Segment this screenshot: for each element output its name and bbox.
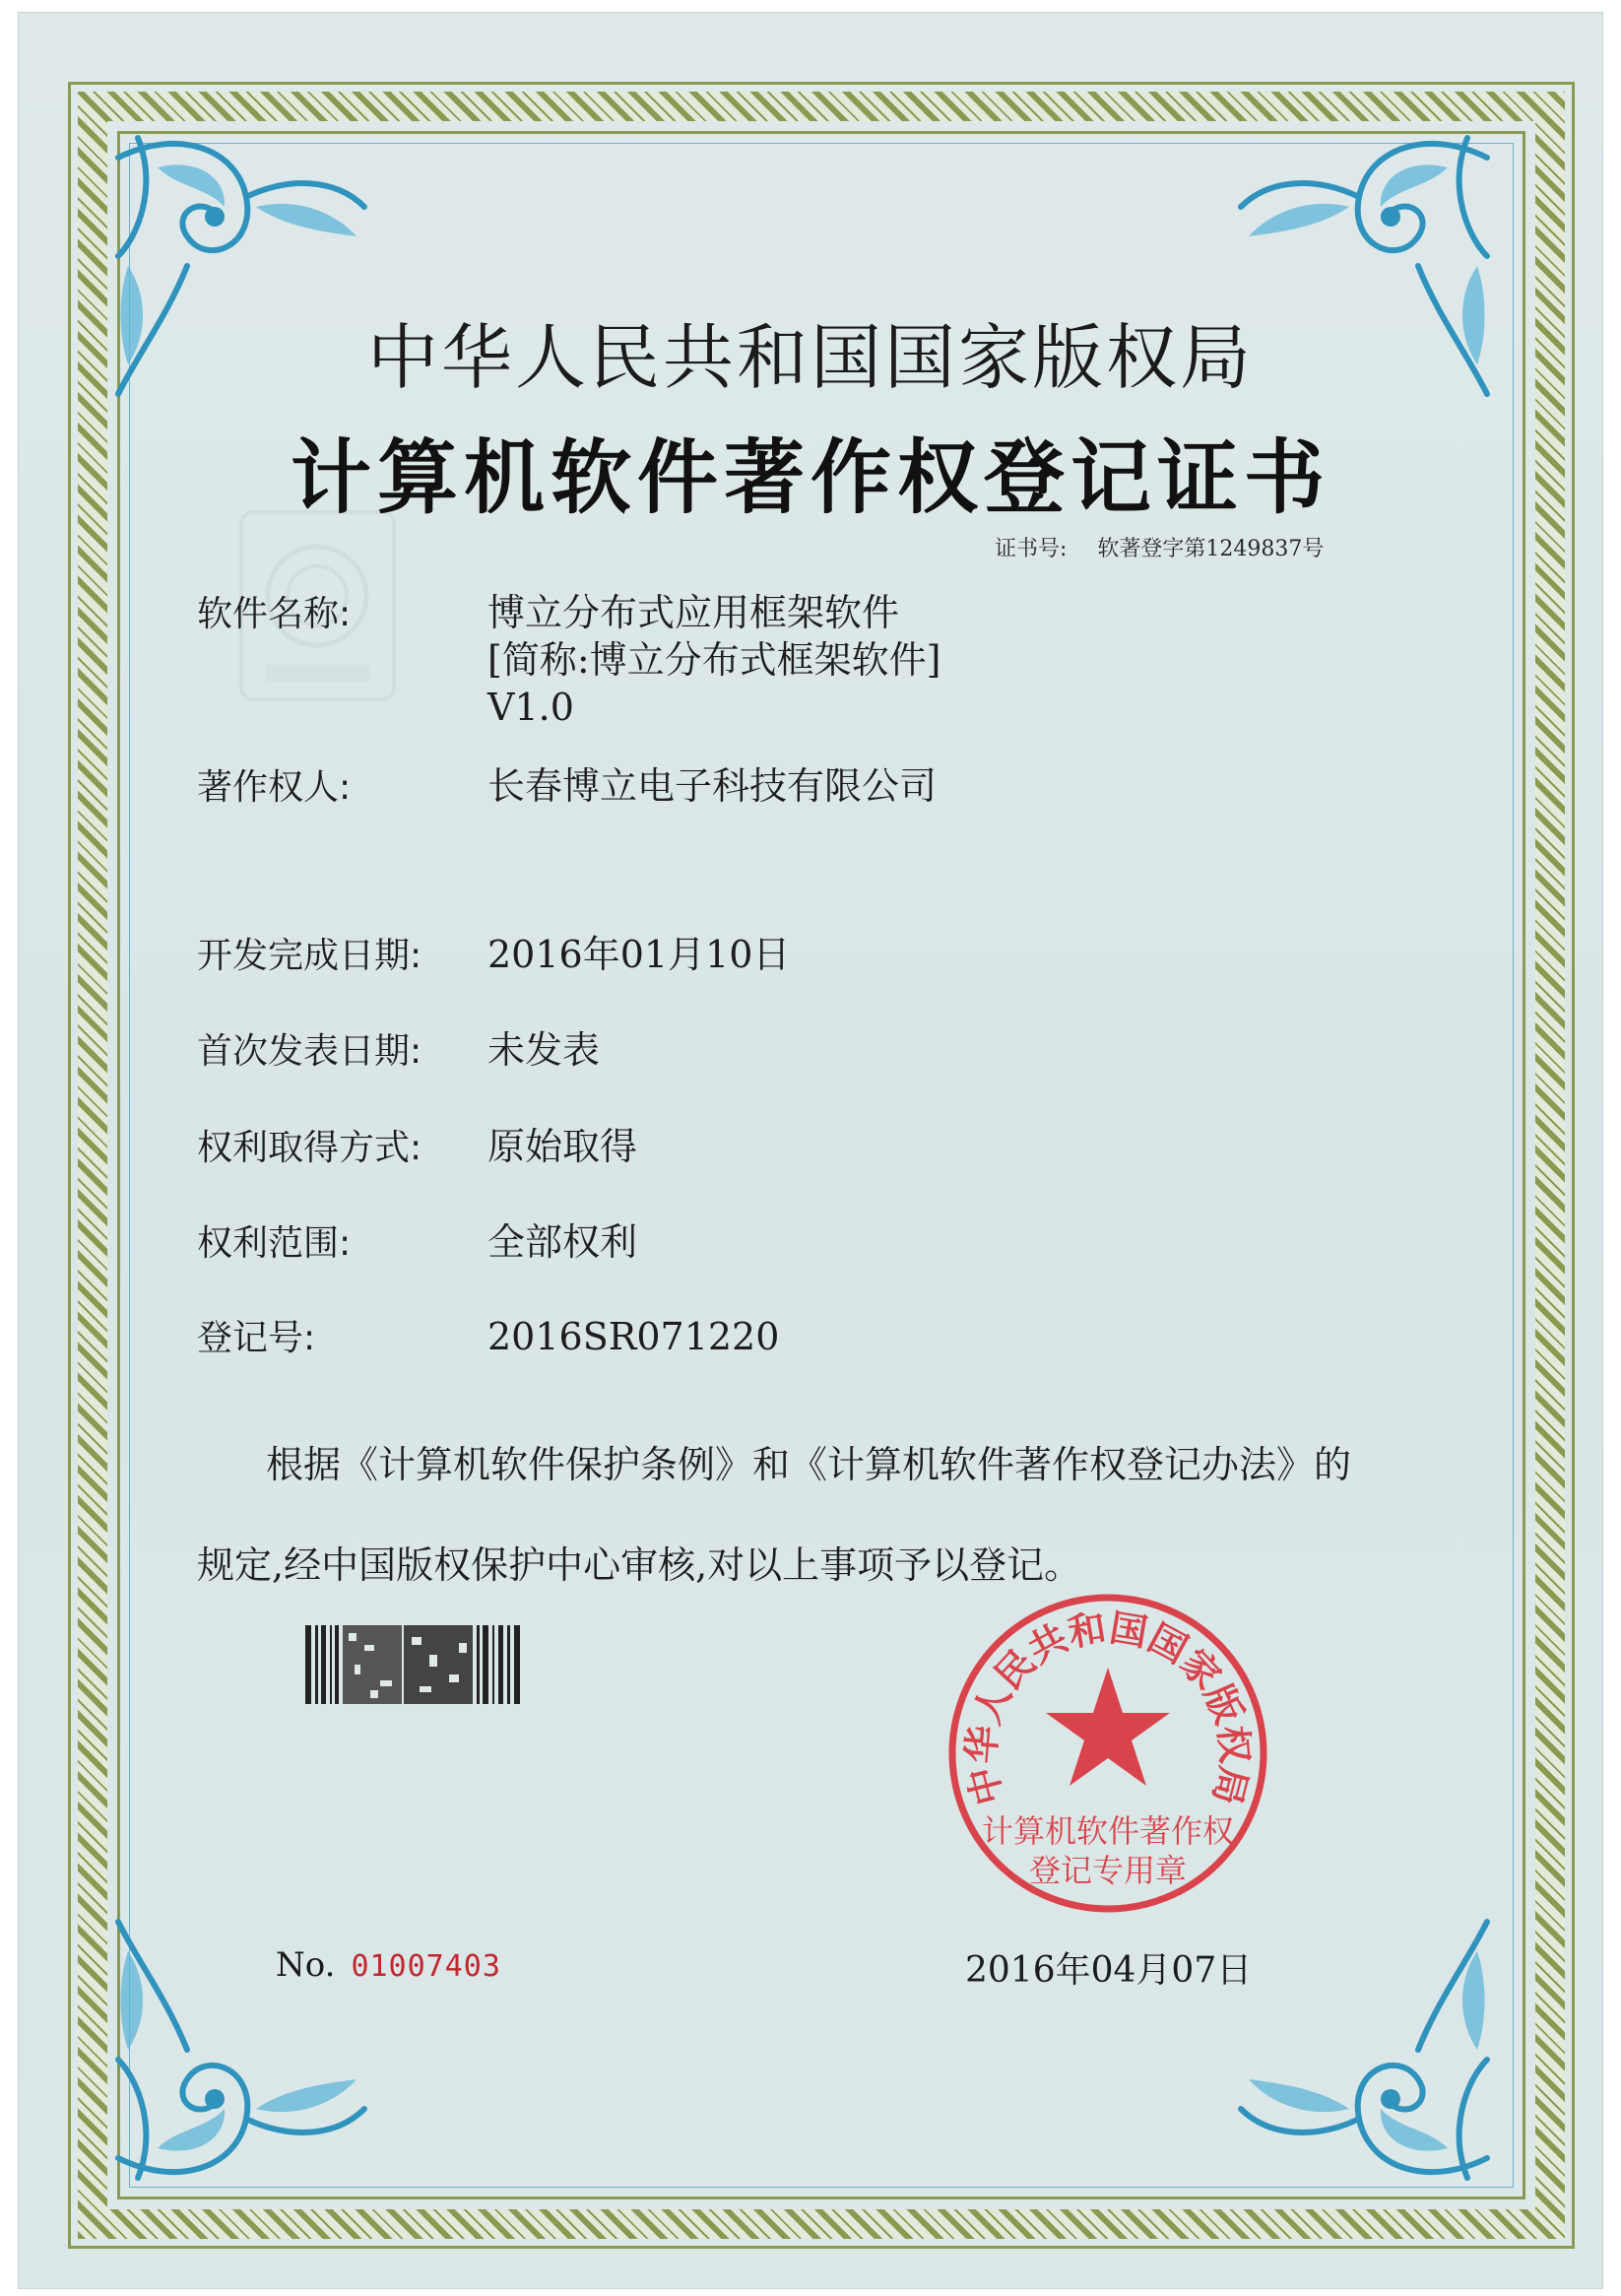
owner-value: 长春博立电子科技有限公司 (487, 764, 938, 808)
completion-date-label: 开发完成日期: (197, 936, 422, 976)
rights-scope-value: 全部权利 (487, 1220, 638, 1264)
rights-scope-label: 权利范围: (197, 1223, 352, 1264)
registration-no-value: 2016SR071220 (487, 1315, 780, 1358)
certificate-title: 计算机软件著作权登记证书 (290, 431, 1330, 525)
acquire-method-label: 权利取得方式: (197, 1128, 422, 1168)
field-first-publish-date (197, 1026, 600, 1076)
software-name-value (487, 589, 940, 731)
scroll-ornament-icon (1211, 1902, 1507, 2198)
serial-label: No. (276, 1945, 336, 1985)
certificate-number (995, 532, 1324, 562)
serial-number (276, 1945, 501, 1985)
field-rights-scope (197, 1218, 637, 1268)
software-name-label: 软件名称: (197, 594, 352, 634)
field-owner (197, 762, 937, 812)
serial-value: 01007403 (351, 1949, 501, 1984)
field-completion-date (197, 931, 790, 980)
statement-line1: 根据《计算机软件保护条例》和《计算机软件著作权登记办法》的 (266, 1443, 1352, 1486)
software-name-line3: V1.0 (487, 686, 574, 729)
acquire-method-value: 原始取得 (487, 1125, 638, 1168)
star-icon (1046, 1668, 1170, 1786)
issuing-authority: 中华人民共和国国家版权局 (366, 316, 1254, 399)
completion-date-value: 2016年01月10日 (487, 933, 791, 976)
first-publish-date-label: 首次发表日期: (197, 1031, 422, 1072)
first-publish-date-value: 未发表 (487, 1028, 601, 1072)
seal-ring-text: 中华人民共和国国家版权局 (958, 1606, 1258, 1809)
official-seal (945, 1591, 1270, 1916)
field-acquire-method (197, 1123, 637, 1172)
software-name-line1: 博立分布式应用框架软件 (487, 591, 900, 634)
owner-label: 著作权人: (197, 767, 352, 808)
field-registration-no (197, 1313, 779, 1362)
certificate-number-value: 软著登字第1249837号 (1097, 537, 1325, 561)
barcode-icon (305, 1625, 527, 1704)
seal-inner-line2: 登记专用章 (1028, 1852, 1188, 1889)
software-name-line2: [简称:博立分布式框架软件] (487, 638, 941, 682)
certificate-number-label: 证书号: (995, 537, 1068, 561)
field-software-name (197, 589, 940, 731)
registration-no-label: 登记号: (197, 1318, 316, 1358)
issue-date: 2016年04月07日 (965, 1950, 1253, 1991)
statement-line2: 规定,经中国版权保护中心审核,对以上事项予以登记。 (197, 1543, 1082, 1587)
seal-inner-line1: 计算机软件著作权 (981, 1812, 1235, 1850)
